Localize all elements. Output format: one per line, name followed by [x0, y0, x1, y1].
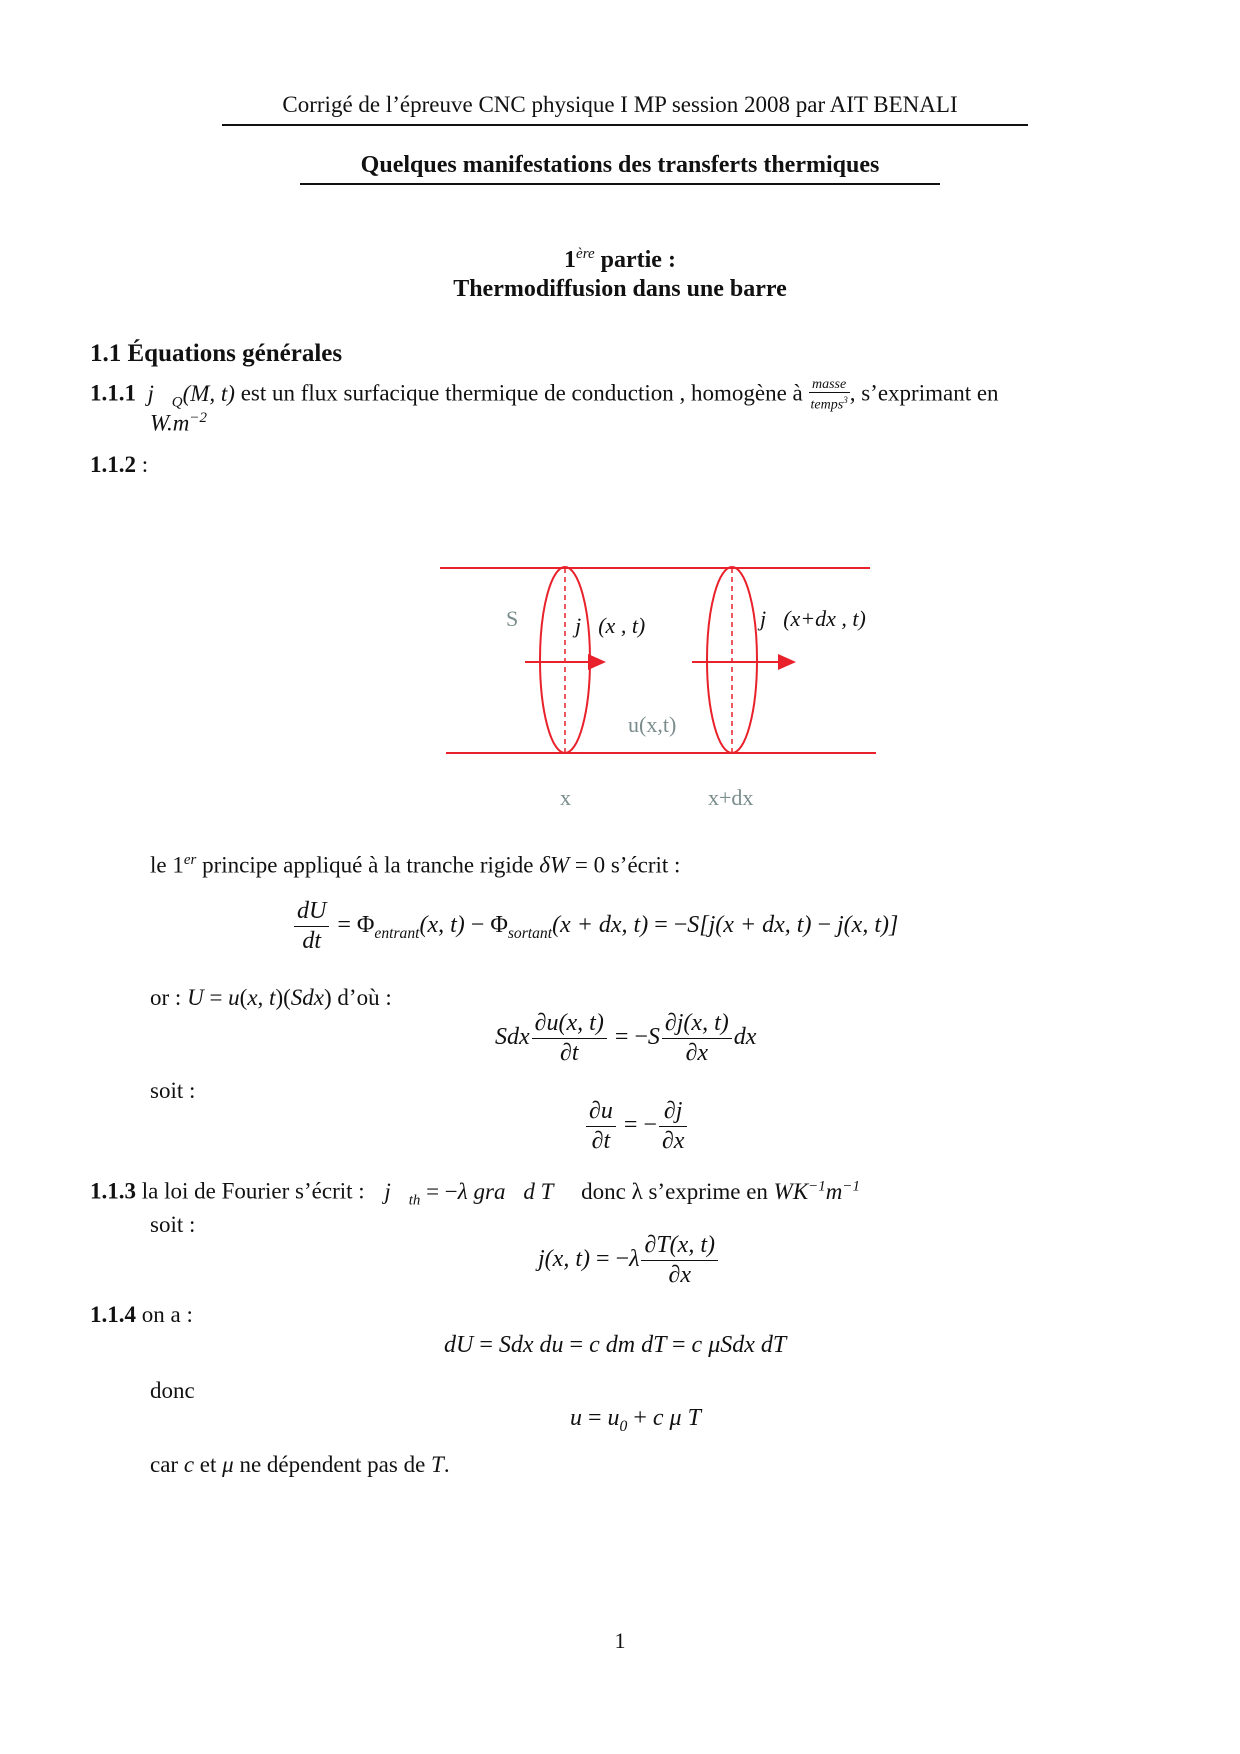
title-underline: [300, 183, 940, 185]
internal-energy-expression: $u = u_0 + c$ μ T: [570, 1405, 701, 1435]
question-number: 1.1.4: [90, 1302, 136, 1327]
donc-label: donc: [150, 1378, 195, 1403]
header-underline: [222, 124, 1028, 126]
part-subtitle: Thermodiffusion dans une barre: [453, 276, 787, 302]
question-1-1-3: [90, 1178, 860, 1209]
label-x: x: [560, 785, 571, 810]
unit-w-m2: $W.m^{-2}$: [150, 410, 207, 436]
energy-balance-equation: $\frac{dU}{dt}$ = $\Phi_{entrant}(x$, $t) - \Phi_{sortant}(x$ + dx, t) = −S[j(x + dx, t) − j(x, t)]: [292, 898, 898, 955]
first-principle-text: le 1er principe appliqué à la tranche rigide δW = 0 s’écrit :: [150, 852, 681, 878]
section-heading: 1.1 Équations générales: [90, 340, 343, 367]
conservation-equation: $\frac{\partial u}{\partial t}$ = − $\frac{\partial j}{\partial x}$: [584, 1098, 689, 1155]
question-number: 1.1.3: [90, 1178, 136, 1204]
page-number: 1: [614, 1628, 626, 1653]
homogeneity-fraction: [809, 378, 850, 413]
question-text-2: donc λ s’exprime en: [581, 1178, 768, 1204]
document-title: Quelques manifestations des transferts thermiques: [360, 152, 880, 178]
question-colon: :: [141, 452, 149, 477]
question-text: est un flux surfacique thermique de conduction , homogène à: [240, 380, 803, 406]
part-label: partie :: [594, 247, 676, 273]
label-xdx: x+dx: [708, 785, 754, 810]
question-text: on a :: [141, 1302, 193, 1327]
question-number: 1.1.2: [90, 452, 136, 477]
lambda-unit: $WK^{-1}m^{-1}$: [773, 1178, 860, 1204]
flux-arrow-xdx-head: [778, 654, 796, 670]
part-ordinal: ère: [576, 246, 595, 262]
page-header: Corrigé de l’épreuve CNC physique I MP session 2008 par AIT BENALI: [282, 92, 958, 117]
flux-arrow-x-head: [588, 654, 606, 670]
fourier-1d-equation: j(x, t) = −λ $\frac{\partial T(x, t)}{\partial x}$: [538, 1232, 720, 1289]
fourier-law: $j⃗_{th} = -\lambda$ gra⃗d T: [384, 1178, 554, 1209]
label-u: u(x,t): [628, 712, 677, 737]
question-1-1-4: [90, 1302, 193, 1328]
conclusion-text: car c et μ ne dépendent pas de T.: [150, 1452, 450, 1477]
part-heading: [0, 246, 1240, 274]
label-j-x: j⃗(x , t): [575, 613, 646, 638]
soit-label-1: soit :: [150, 1078, 196, 1103]
internal-energy-text: or : U = u(x, t)(Sdx) d’où :: [150, 985, 392, 1010]
fraction-numerator: masse: [809, 378, 850, 393]
question-text-end: , s’exprimant en: [849, 380, 999, 406]
rod-slice-diagram: [430, 560, 890, 820]
question-1-1-1: [90, 378, 1150, 413]
fraction-denominator: temps$^3$: [810, 395, 848, 413]
label-S: S: [506, 606, 519, 631]
question-number: 1.1.1: [90, 380, 136, 406]
balance-equation-2: Sdx $\frac{\partial u(x, t)}{\partial t}$ = −S $\frac{\partial j(x, t)}{\partial x}$ dx: [495, 1010, 757, 1066]
energy-differential-equation: dU = Sdx du = c dm dT = c μSdx dT: [444, 1332, 787, 1358]
question-text: la loi de Fourier s’écrit :: [141, 1178, 365, 1204]
label-j-xdx: j⃗(x+dx , t): [760, 606, 866, 631]
soit-label-2: soit :: [150, 1212, 196, 1237]
part-number: 1: [564, 247, 577, 273]
flux-symbol: $j⃗_Q(M$, t): [141, 380, 235, 411]
question-1-1-2: [90, 452, 148, 478]
